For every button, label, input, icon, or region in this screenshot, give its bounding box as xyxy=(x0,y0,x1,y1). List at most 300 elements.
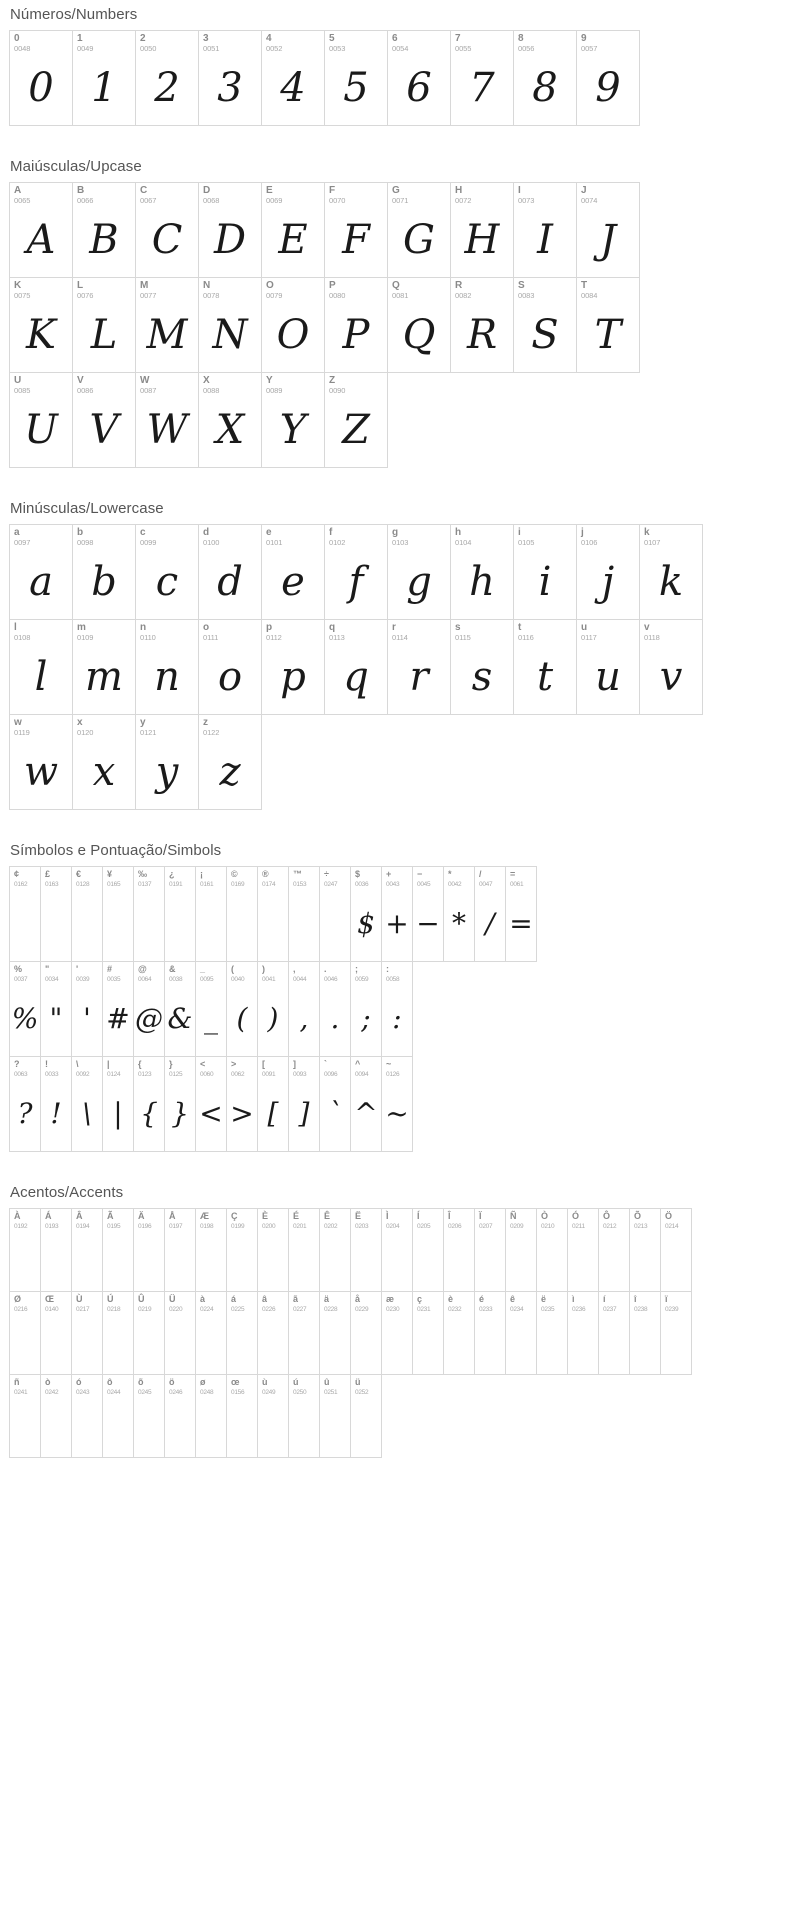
glyph-preview: + xyxy=(385,907,409,940)
glyph-cell[interactable] xyxy=(164,866,196,962)
glyph-cell[interactable] xyxy=(450,277,514,373)
glyph-char-label: D xyxy=(203,185,211,196)
glyph-cell[interactable] xyxy=(195,1291,227,1375)
glyph-cell[interactable] xyxy=(576,524,640,620)
glyph-preview: \ xyxy=(82,1097,92,1130)
glyph-cell[interactable] xyxy=(102,1208,134,1292)
glyph-char-label: ä xyxy=(324,1294,330,1304)
glyph-cell[interactable] xyxy=(133,1374,165,1458)
glyph-cell[interactable] xyxy=(450,524,514,620)
glyph-char-label: 1 xyxy=(77,33,83,44)
glyph-cell[interactable] xyxy=(9,1056,41,1152)
glyph-preview: s xyxy=(471,654,493,700)
glyph-code-label: 0140 xyxy=(45,1306,59,1313)
glyph-preview: J xyxy=(599,217,617,263)
glyph-code-label: 0068 xyxy=(203,196,220,205)
glyph-code-label: 0234 xyxy=(510,1306,524,1313)
glyph-code-label: 0235 xyxy=(541,1306,555,1313)
glyph-char-label: œ xyxy=(231,1377,240,1387)
glyph-cell[interactable] xyxy=(536,1291,568,1375)
glyph-char-label: ê xyxy=(510,1294,516,1304)
glyph-cell[interactable] xyxy=(513,619,577,715)
glyph-cell[interactable] xyxy=(9,1291,41,1375)
glyph-cell[interactable] xyxy=(576,182,640,278)
glyph-cell[interactable] xyxy=(261,30,325,126)
glyph-cell[interactable] xyxy=(135,619,199,715)
glyph-code-label: 0194 xyxy=(76,1223,90,1230)
glyph-preview: z xyxy=(219,749,241,795)
glyph-cell[interactable] xyxy=(513,277,577,373)
glyph-cell[interactable] xyxy=(72,277,136,373)
glyph-cell[interactable] xyxy=(257,1374,289,1458)
glyph-cell[interactable] xyxy=(513,30,577,126)
glyph-cell[interactable] xyxy=(474,1208,506,1292)
glyph-preview: ' xyxy=(83,1002,91,1035)
glyph-cell[interactable] xyxy=(288,866,320,962)
glyph-cell[interactable] xyxy=(350,961,382,1057)
glyph-cell[interactable] xyxy=(288,1208,320,1292)
glyph-preview: = xyxy=(509,907,533,940)
glyph-cell[interactable] xyxy=(102,1056,134,1152)
glyph-cell[interactable] xyxy=(576,619,640,715)
glyph-cell[interactable] xyxy=(71,866,103,962)
glyph-cell[interactable] xyxy=(443,1208,475,1292)
glyph-code-label: 0196 xyxy=(138,1223,152,1230)
glyph-cell[interactable] xyxy=(71,1291,103,1375)
glyph-preview: M xyxy=(146,312,188,358)
glyph-cell[interactable] xyxy=(133,866,165,962)
glyph-cell[interactable] xyxy=(9,30,73,126)
glyph-cell[interactable] xyxy=(324,524,388,620)
glyph-cell[interactable] xyxy=(288,1291,320,1375)
glyph-code-label: 0051 xyxy=(203,44,220,53)
glyph-preview: . xyxy=(330,1002,340,1035)
glyph-preview: 0 xyxy=(28,65,54,111)
glyph-cell[interactable] xyxy=(443,1291,475,1375)
glyph-preview xyxy=(10,1399,40,1453)
glyph-cell[interactable] xyxy=(72,524,136,620)
glyph-char-label: ® xyxy=(262,869,269,879)
glyph-char-label: 5 xyxy=(329,33,335,44)
section-title: Maiúsculas/Upcase xyxy=(10,158,142,175)
glyph-code-label: 0041 xyxy=(262,976,276,983)
glyph-preview xyxy=(382,1233,412,1287)
glyph-cell[interactable] xyxy=(598,1208,630,1292)
glyph-cell[interactable] xyxy=(9,277,73,373)
glyph-cell[interactable] xyxy=(319,866,351,962)
glyph-cell[interactable] xyxy=(40,1208,72,1292)
glyph-cell[interactable] xyxy=(324,372,388,468)
glyph-cell[interactable] xyxy=(9,961,41,1057)
glyph-cell[interactable] xyxy=(198,372,262,468)
glyph-code-label: 0072 xyxy=(455,196,472,205)
glyph-cell[interactable] xyxy=(226,1208,258,1292)
glyph-code-label: 0115 xyxy=(455,633,471,642)
glyph-code-label: 0104 xyxy=(455,538,472,547)
glyph-preview xyxy=(630,1316,660,1370)
glyph-cell[interactable] xyxy=(505,1208,537,1292)
glyph-cell[interactable] xyxy=(40,1291,72,1375)
glyph-cell[interactable] xyxy=(257,1056,289,1152)
glyph-code-label: 0111 xyxy=(203,633,219,642)
glyph-code-label: 0128 xyxy=(76,881,90,888)
glyph-cell[interactable] xyxy=(324,30,388,126)
glyph-cell[interactable] xyxy=(319,1291,351,1375)
glyph-preview: E xyxy=(278,217,308,263)
glyph-row xyxy=(10,1057,810,1152)
glyph-cell[interactable] xyxy=(450,619,514,715)
glyph-cell[interactable] xyxy=(450,30,514,126)
glyph-char-label: ú xyxy=(293,1377,299,1387)
glyph-preview xyxy=(72,1233,102,1287)
glyph-cell[interactable] xyxy=(198,30,262,126)
glyph-code-label: 0117 xyxy=(581,633,597,642)
glyph-grid xyxy=(10,183,810,468)
glyph-char-label: S xyxy=(518,280,525,291)
glyph-cell[interactable] xyxy=(257,866,289,962)
glyph-char-label: A xyxy=(14,185,22,196)
glyph-cell[interactable] xyxy=(102,1291,134,1375)
glyph-cell[interactable] xyxy=(387,619,451,715)
glyph-code-label: 0037 xyxy=(14,976,28,983)
glyph-cell[interactable] xyxy=(387,182,451,278)
glyph-code-label: 0092 xyxy=(76,1071,90,1078)
glyph-preview: 7 xyxy=(469,65,495,111)
glyph-cell[interactable] xyxy=(261,619,325,715)
glyph-char-label: > xyxy=(231,1059,237,1069)
glyph-cell[interactable] xyxy=(198,619,262,715)
glyph-preview xyxy=(165,1233,195,1287)
glyph-cell[interactable] xyxy=(288,961,320,1057)
glyph-cell[interactable] xyxy=(505,1291,537,1375)
glyph-char-label: ? xyxy=(14,1059,20,1069)
glyph-cell[interactable] xyxy=(226,1291,258,1375)
glyph-cell[interactable] xyxy=(381,866,413,962)
glyph-cell[interactable] xyxy=(9,524,73,620)
glyph-cell[interactable] xyxy=(133,1208,165,1292)
glyph-char-label: − xyxy=(417,869,423,879)
glyph-preview xyxy=(351,1399,381,1453)
glyph-cell[interactable] xyxy=(135,524,199,620)
glyph-cell[interactable] xyxy=(474,866,506,962)
glyph-code-label: 0094 xyxy=(355,1071,369,1078)
glyph-cell[interactable] xyxy=(639,619,703,715)
glyph-code-label: 0070 xyxy=(329,196,346,205)
glyph-char-label: Ü xyxy=(169,1294,176,1304)
glyph-char-label: K xyxy=(14,280,22,291)
glyph-cell[interactable] xyxy=(71,1374,103,1458)
glyph-cell[interactable] xyxy=(350,1374,382,1458)
glyph-preview: Y xyxy=(279,407,307,453)
glyph-preview xyxy=(103,1233,133,1287)
glyph-char-label: Q xyxy=(392,280,400,291)
glyph-code-label: 0099 xyxy=(140,538,157,547)
glyph-preview: % xyxy=(11,1002,39,1035)
glyph-cell[interactable] xyxy=(598,1291,630,1375)
glyph-cell[interactable] xyxy=(133,1291,165,1375)
glyph-cell[interactable] xyxy=(350,1056,382,1152)
glyph-char-label: ¥ xyxy=(107,869,113,879)
glyph-cell[interactable] xyxy=(72,714,136,810)
glyph-char-label: Ö xyxy=(665,1211,673,1221)
glyph-char-label: q xyxy=(329,622,336,633)
glyph-cell[interactable] xyxy=(72,619,136,715)
glyph-code-label: 0076 xyxy=(77,291,94,300)
glyph-cell[interactable] xyxy=(319,1056,351,1152)
glyph-row xyxy=(10,1292,810,1375)
glyph-code-label: 0095 xyxy=(200,976,214,983)
glyph-char-label: l xyxy=(14,622,17,633)
glyph-code-label: 0239 xyxy=(665,1306,679,1313)
glyph-cell[interactable] xyxy=(288,1056,320,1152)
glyph-cell[interactable] xyxy=(257,961,289,1057)
glyph-cell[interactable] xyxy=(576,30,640,126)
glyph-cell[interactable] xyxy=(40,1056,72,1152)
glyph-cell[interactable] xyxy=(513,524,577,620)
glyph-preview xyxy=(289,1316,319,1370)
glyph-cell[interactable] xyxy=(629,1291,661,1375)
glyph-cell[interactable] xyxy=(198,182,262,278)
glyph-cell[interactable] xyxy=(412,1208,444,1292)
glyph-char-label: À xyxy=(14,1211,21,1221)
glyph-char-label: P xyxy=(329,280,336,291)
glyph-code-label: 0088 xyxy=(203,386,220,395)
glyph-code-label: 0063 xyxy=(14,1071,28,1078)
glyph-cell[interactable] xyxy=(195,961,227,1057)
glyph-cell[interactable] xyxy=(9,619,73,715)
glyph-code-label: 0195 xyxy=(107,1223,121,1230)
glyph-cell[interactable] xyxy=(567,1208,599,1292)
glyph-cell[interactable] xyxy=(381,1208,413,1292)
glyph-char-label: s xyxy=(455,622,461,633)
glyph-preview xyxy=(10,1316,40,1370)
glyph-cell[interactable] xyxy=(164,1374,196,1458)
glyph-cell[interactable] xyxy=(660,1291,692,1375)
glyph-cell[interactable] xyxy=(387,30,451,126)
glyph-code-label: 0060 xyxy=(200,1071,214,1078)
glyph-cell[interactable] xyxy=(629,1208,661,1292)
glyph-cell[interactable] xyxy=(288,1374,320,1458)
glyph-code-label: 0126 xyxy=(386,1071,400,1078)
glyph-cell[interactable] xyxy=(9,1374,41,1458)
glyph-code-label: 0201 xyxy=(293,1223,307,1230)
glyph-cell[interactable] xyxy=(71,961,103,1057)
glyph-preview xyxy=(568,1233,598,1287)
glyph-preview: U xyxy=(24,407,58,453)
glyph-cell[interactable] xyxy=(102,1374,134,1458)
glyph-preview xyxy=(258,891,288,957)
glyph-char-label: y xyxy=(140,717,146,728)
glyph-cell[interactable] xyxy=(443,866,475,962)
glyph-cell[interactable] xyxy=(40,961,72,1057)
glyph-cell[interactable] xyxy=(164,961,196,1057)
glyph-cell[interactable] xyxy=(324,277,388,373)
glyph-preview: K xyxy=(26,312,56,358)
glyph-preview: l xyxy=(34,654,48,700)
glyph-cell[interactable] xyxy=(576,277,640,373)
glyph-row xyxy=(10,373,810,468)
glyph-cell[interactable] xyxy=(198,524,262,620)
glyph-code-label: 0112 xyxy=(266,633,282,642)
glyph-code-label: 0218 xyxy=(107,1306,121,1313)
glyph-preview: F xyxy=(342,217,370,263)
glyph-char-label: á xyxy=(231,1294,237,1304)
glyph-char-label: Ó xyxy=(572,1211,580,1221)
glyph-cell[interactable] xyxy=(164,1291,196,1375)
glyph-cell[interactable] xyxy=(133,961,165,1057)
glyph-cell[interactable] xyxy=(9,714,73,810)
glyph-cell[interactable] xyxy=(324,182,388,278)
glyph-char-label: 8 xyxy=(518,33,524,44)
glyph-cell[interactable] xyxy=(381,1056,413,1152)
glyph-char-label: n xyxy=(140,622,147,633)
glyph-cell[interactable] xyxy=(257,1208,289,1292)
glyph-row xyxy=(10,525,810,620)
glyph-cell[interactable] xyxy=(135,277,199,373)
glyph-code-label: 0227 xyxy=(293,1306,307,1313)
glyph-cell[interactable] xyxy=(226,961,258,1057)
glyph-code-label: 0083 xyxy=(518,291,535,300)
glyph-code-label: 0085 xyxy=(14,386,31,395)
glyph-cell[interactable] xyxy=(261,182,325,278)
glyph-cell[interactable] xyxy=(9,372,73,468)
glyph-cell[interactable] xyxy=(135,30,199,126)
glyph-cell[interactable] xyxy=(474,1291,506,1375)
glyph-code-label: 0247 xyxy=(324,881,338,888)
glyph-cell[interactable] xyxy=(135,182,199,278)
glyph-cell[interactable] xyxy=(72,372,136,468)
glyph-preview: m xyxy=(85,654,123,700)
glyph-cell[interactable] xyxy=(9,1208,41,1292)
glyph-cell[interactable] xyxy=(505,866,537,962)
glyph-cell[interactable] xyxy=(226,1056,258,1152)
glyph-cell[interactable] xyxy=(102,866,134,962)
glyph-cell[interactable] xyxy=(261,372,325,468)
glyph-cell[interactable] xyxy=(639,524,703,620)
glyph-cell[interactable] xyxy=(72,30,136,126)
glyph-code-label: 0062 xyxy=(231,1071,245,1078)
glyph-cell[interactable] xyxy=(226,866,258,962)
glyph-grid xyxy=(10,31,810,126)
glyph-code-label: 0086 xyxy=(77,386,94,395)
glyph-preview: C xyxy=(151,217,183,263)
glyph-cell[interactable] xyxy=(195,1208,227,1292)
glyph-cell[interactable] xyxy=(324,619,388,715)
glyph-char-label: Ò xyxy=(541,1211,549,1221)
glyph-cell[interactable] xyxy=(536,1208,568,1292)
glyph-cell[interactable] xyxy=(71,1056,103,1152)
glyph-cell[interactable] xyxy=(135,372,199,468)
glyph-cell[interactable] xyxy=(195,1056,227,1152)
glyph-cell[interactable] xyxy=(350,866,382,962)
glyph-code-label: 0053 xyxy=(329,44,346,53)
glyph-char-label: < xyxy=(200,1059,206,1069)
glyph-cell[interactable] xyxy=(198,277,262,373)
glyph-cell[interactable] xyxy=(660,1208,692,1292)
glyph-code-label: 0210 xyxy=(541,1223,555,1230)
glyph-code-label: 0082 xyxy=(455,291,472,300)
glyph-code-label: 0035 xyxy=(107,976,121,983)
glyph-char-label: c xyxy=(140,527,146,538)
glyph-cell[interactable] xyxy=(350,1208,382,1292)
glyph-cell[interactable] xyxy=(133,1056,165,1152)
glyph-preview: p xyxy=(280,654,306,700)
glyph-char-label: H xyxy=(455,185,463,196)
glyph-preview: h xyxy=(469,559,495,605)
glyph-cell[interactable] xyxy=(72,182,136,278)
glyph-cell[interactable] xyxy=(261,524,325,620)
glyph-cell[interactable] xyxy=(164,1208,196,1292)
glyph-cell[interactable] xyxy=(71,1208,103,1292)
glyph-char-label: ò xyxy=(45,1377,51,1387)
glyph-row xyxy=(10,183,810,278)
glyph-cell[interactable] xyxy=(412,1291,444,1375)
glyph-cell[interactable] xyxy=(513,182,577,278)
glyph-cell[interactable] xyxy=(381,1291,413,1375)
glyph-preview: ~ xyxy=(385,1097,409,1130)
glyph-cell[interactable] xyxy=(9,182,73,278)
glyph-code-label: 0084 xyxy=(581,291,598,300)
glyph-cell[interactable] xyxy=(40,1374,72,1458)
glyph-cell[interactable] xyxy=(257,1291,289,1375)
glyph-char-label: m xyxy=(77,622,86,633)
glyph-char-label: i xyxy=(518,527,521,538)
glyph-code-label: 0103 xyxy=(392,538,409,547)
glyph-cell[interactable] xyxy=(195,866,227,962)
glyph-code-label: 0047 xyxy=(479,881,493,888)
glyph-preview: L xyxy=(90,312,118,358)
glyph-preview xyxy=(165,1316,195,1370)
glyph-char-label: £ xyxy=(45,869,51,879)
glyph-cell[interactable] xyxy=(387,277,451,373)
glyph-char-label: Ã xyxy=(107,1211,114,1221)
glyph-code-label: 0039 xyxy=(76,976,90,983)
glyph-cell[interactable] xyxy=(381,961,413,1057)
glyph-cell[interactable] xyxy=(319,1374,351,1458)
glyph-cell[interactable] xyxy=(350,1291,382,1375)
glyph-cell[interactable] xyxy=(40,866,72,962)
glyph-code-label: 0078 xyxy=(203,291,220,300)
glyph-code-label: 0101 xyxy=(266,538,283,547)
glyph-cell[interactable] xyxy=(261,277,325,373)
glyph-char-label: & xyxy=(169,964,176,974)
glyph-char-label: Ê xyxy=(324,1211,331,1221)
glyph-char-label: © xyxy=(231,869,238,879)
glyph-preview: P xyxy=(342,312,370,358)
glyph-char-label: Â xyxy=(76,1211,83,1221)
glyph-cell[interactable] xyxy=(226,1374,258,1458)
glyph-char-label: + xyxy=(386,869,392,879)
glyph-code-label: 0241 xyxy=(14,1389,28,1396)
glyph-preview xyxy=(134,1233,164,1287)
glyph-cell[interactable] xyxy=(135,714,199,810)
glyph-code-label: 0245 xyxy=(138,1389,152,1396)
glyph-cell[interactable] xyxy=(567,1291,599,1375)
glyph-cell[interactable] xyxy=(387,524,451,620)
glyph-cell[interactable] xyxy=(198,714,262,810)
glyph-cell[interactable] xyxy=(450,182,514,278)
glyph-cell[interactable] xyxy=(164,1056,196,1152)
glyph-code-label: 0114 xyxy=(392,633,408,642)
glyph-preview: A xyxy=(26,217,56,263)
glyph-cell[interactable] xyxy=(195,1374,227,1458)
glyph-cell[interactable] xyxy=(412,866,444,962)
glyph-cell[interactable] xyxy=(319,961,351,1057)
glyph-code-label: 0156 xyxy=(231,1389,245,1396)
glyph-cell[interactable] xyxy=(102,961,134,1057)
glyph-cell[interactable] xyxy=(319,1208,351,1292)
glyph-cell[interactable] xyxy=(9,866,41,962)
